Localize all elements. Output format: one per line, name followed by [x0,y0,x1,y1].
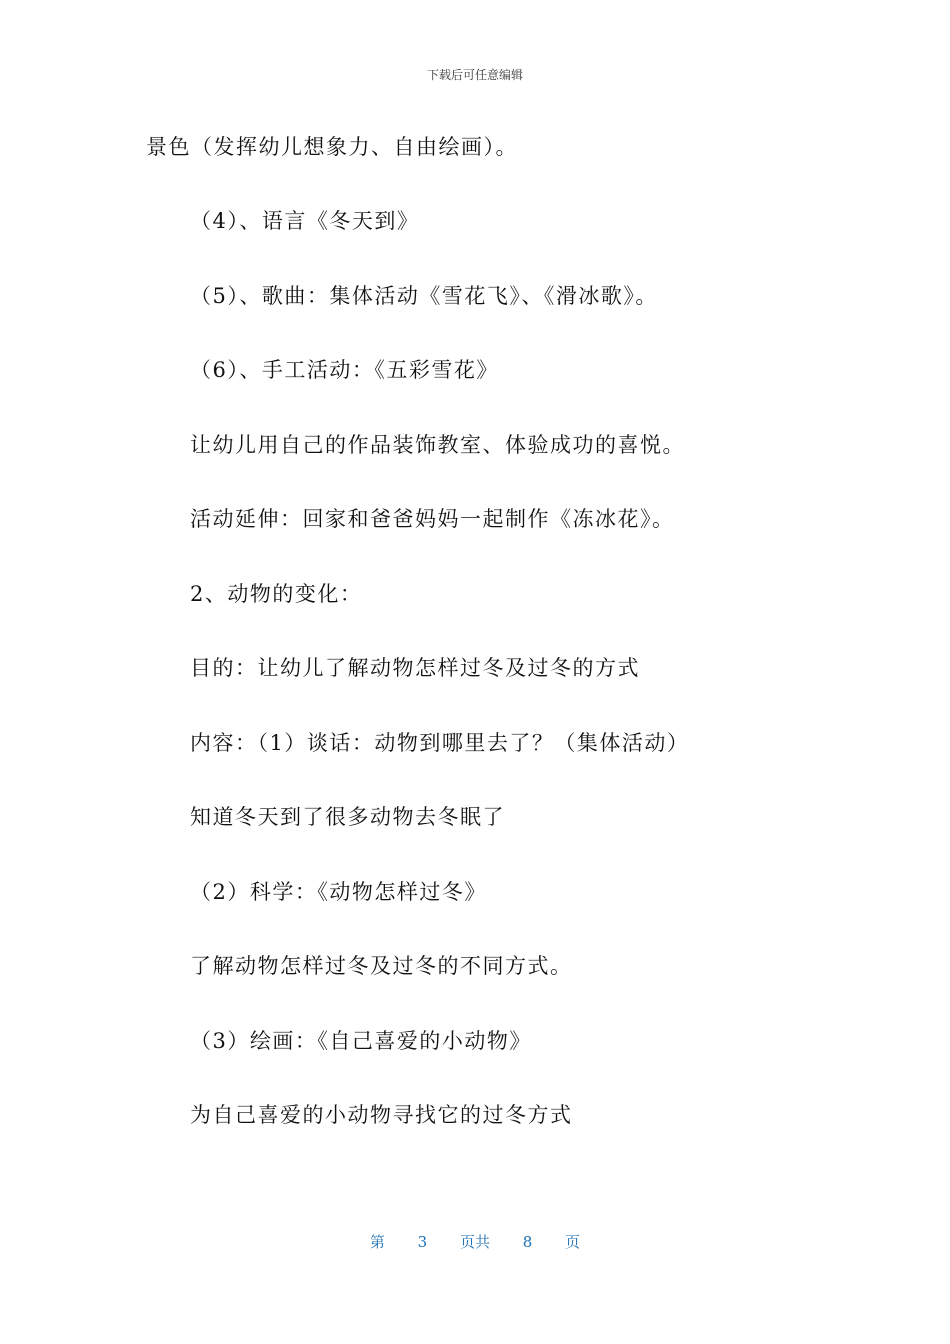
section-heading: 2、动物的变化： [190,582,363,606]
body-line: （4）、语言《冬天到》 [190,209,420,233]
body-line: （5）、歌曲：集体活动《雪花飞》、《滑冰歌》。 [190,284,658,308]
body-line: 目的：让幼儿了解动物怎样过冬及过冬的方式 [190,656,640,680]
page-header: 下载后可任意编辑 [426,68,523,82]
body-line: （6）、手工活动：《五彩雪花》 [190,358,499,382]
body-line: 景色（发挥幼儿想象力、自由绘画）。 [146,135,518,159]
body-line: 知道冬天到了很多动物去冬眠了 [190,805,505,829]
current-page-number: 3 [417,1233,428,1251]
body-line: （2）科学：《动物怎样过冬》 [190,880,487,904]
page-footer [0,1231,950,1252]
body-line: 活动延伸：回家和爸爸妈妈一起制作《冻冰花》。 [190,507,675,531]
page-label-mid: 页共 [459,1233,490,1251]
body-line: 内容：（1）谈话：动物到哪里去了？（集体活动） [190,731,690,755]
body-line: 让幼儿用自己的作品装饰教室、体验成功的喜悦。 [190,433,685,457]
total-pages-number: 8 [522,1233,533,1251]
body-line: 为自己喜爱的小动物寻找它的过冬方式 [190,1103,573,1127]
body-line: 了解动物怎样过冬及过冬的不同方式。 [190,954,573,978]
page-label-suffix: 页 [565,1233,581,1251]
body-line: （3）绘画：《自己喜爱的小动物》 [190,1029,532,1053]
page-label-prefix: 第 [369,1233,385,1251]
